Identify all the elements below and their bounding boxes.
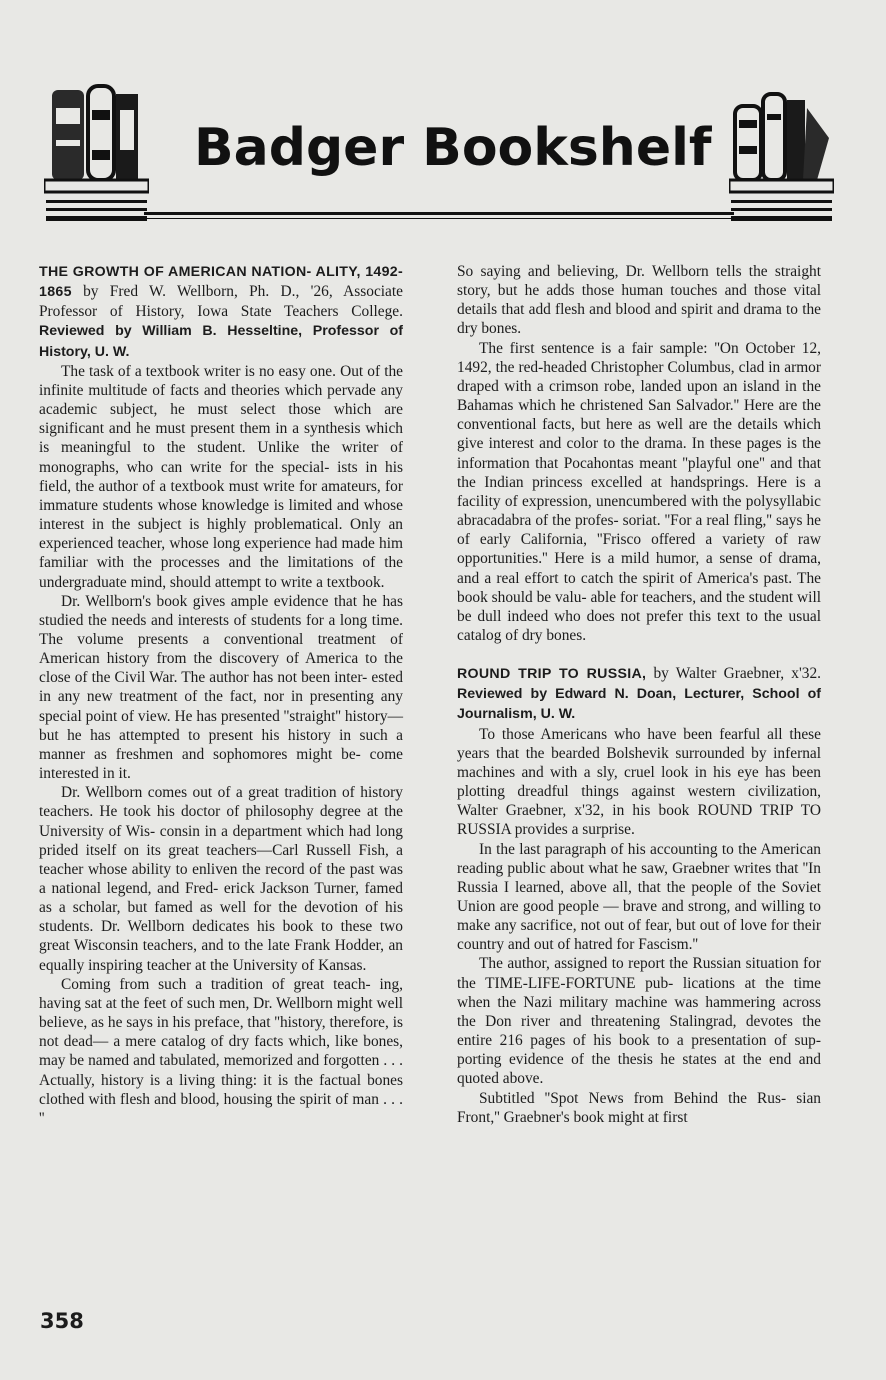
review1-paragraph: The task of a textbook writer is no easy one. Out of the infinite multitude of facts and theories which pervade any academic subject, he must select those which are significant and he must present them in a synthesis which is meaningful to the student. Unlike the writer of monographs, who can write for the special- ists in his field, the author of a textbook must write for amateurs, for immature students whose knowledge is limited and whose interest in the subject is highly problematical. Only an experienced teacher, whose long experience had made him familiar with the processes and the limitations of the undergraduate mind, should attempt to write a textbook. — [39, 362, 403, 591]
page-title: Badger Bookshelf — [194, 118, 712, 178]
review1-reviewer: Reviewed by William B. Hesseltine, Professor of History, U. W. — [39, 323, 403, 360]
page-number: 358 — [40, 1309, 84, 1333]
review1-paragraph: Coming from such a tradition of great teach- ing, having sat at the feet of such men, Dr. Wellborn might well believe, as he says in his preface, that ''history, therefore, is not dead— a mere catalog of dry facts which, like bones, may be named and tabulated, memorized and forgotten . . . Actually, history is a living thing: it is the factual bones clothed with flesh and blood, housing the spirit of man . . . '' — [39, 975, 403, 1127]
review1-heading — [39, 262, 403, 362]
review2-paragraph: In the last paragraph of his accounting to the American reading public about what he saw, Graebner writes that ''In Russia I learned, above all, that the people of the Soviet Union are good people — brave and strong, and willing to make any sacrifice, not out of fear, but out of love for their country and out of hatred for Fascism.'' — [457, 840, 821, 954]
review2-heading — [457, 664, 821, 724]
review2-paragraph: To those Americans who have been fearful all these years that the bearded Bolshevik surrounded by infernal machines and with a sly, cruel look in his eye has been plotting dreadful things against western civilization, Walter Graebner, x'32, in his book ROUND TRIP TO RUSSIA provides a surprise. — [457, 725, 821, 839]
review1-paragraph: Dr. Wellborn's book gives ample evidence that he has studied the needs and interests of students for a long time. The volume presents a conventional treatment of American history from the discovery of America to the close of the Civil War. The author has not been inter- ested in any new treatment of the fact, nor in presenting any special point of view. He has presented ''straight'' history—but he has attempted to present his history in such a manner as freshmen and sophomores might be- come interested in it. — [39, 592, 403, 783]
review2-paragraph: The author, assigned to report the Russian situation for the TIME-LIFE-FORTUNE pub- lications at the time when the Nazi military machine was hammering across the Don river and threatening Stalingrad, devotes the entire 216 pages of his book to a presentation of sup- porting evidence of the thesis he states at the end and quoted above. — [457, 955, 821, 1088]
bookshelf-left-icon — [44, 80, 149, 230]
header-rule — [144, 212, 734, 215]
bookshelf-right-icon — [729, 90, 834, 230]
review2-book-title: ROUND TRIP TO RUSSIA, — [457, 666, 647, 683]
header-rule-thin — [144, 218, 734, 219]
column-left — [39, 262, 403, 1128]
review2-reviewer: Reviewed by Edward N. Doan, Lecturer, School of Journalism, U. W. — [457, 686, 821, 723]
review1-paragraph: The first sentence is a fair sample: ''On October 12, 1492, the red-headed Christopher Columbus, clad in armor draped with a crimson robe, landed upon an island in the Bahamas which he christened San Salvador.'' Here are the conventional facts, but here as well are the details which give interest and color to the drama. In these pages is the information that Pocahontas meant ''playful one'' and that the Indian princess excelled at handsprings. Here is a facility of expression, unencumbered with the polysyllabic abracadabra of the profes- soriat. ''For a real fling,'' says he of early California, ''Frisco offered a variety of raw opportunities.'' Here is a mild humor, a sense of drama, and a real effort to catch the spirit of America's past. The book should be valu- able for teachers, and the student will be dull indeed who does not prefer this text to the usual catalog of dry bones. — [457, 339, 821, 644]
review1-paragraph: So saying and believing, Dr. Wellborn tells the straight story, but he adds those human touches and those vital details that add flesh and blood and spirit and drama to the dry bones. — [457, 263, 821, 338]
review2-paragraph: Subtitled ''Spot News from Behind the Rus- sian Front,'' Graebner's book might at first — [457, 1089, 821, 1126]
column-right — [457, 262, 821, 1127]
review1-byline: by Fred W. Wellborn, Ph. D., '26, Associate Professor of History, Iowa State Teachers College. — [39, 283, 403, 321]
review1-book-title: THE GROWTH OF AMERICAN NATION- ALITY, 1492-1865 — [39, 264, 403, 301]
review1-paragraph: Dr. Wellborn comes out of a great tradition of history teachers. He took his doctor of philosophy degree at the University of Wis- consin in a department which had long prided itself on its great teachers—Carl Russell Fish, a teacher whose ability to enliven the record of the past was a national legend, and Fred- erick Jackson Turner, famed as a scholar, but famed as well for the devotion of his students. Dr. Wellborn dedicates his book to these two great Wisconsin teachers, and to the late Frank Hodder, an equally inspiring teacher at the University of Kansas. — [39, 784, 403, 974]
review2-byline: by Walter Graebner, x'32. — [646, 665, 821, 683]
masthead — [44, 80, 834, 230]
